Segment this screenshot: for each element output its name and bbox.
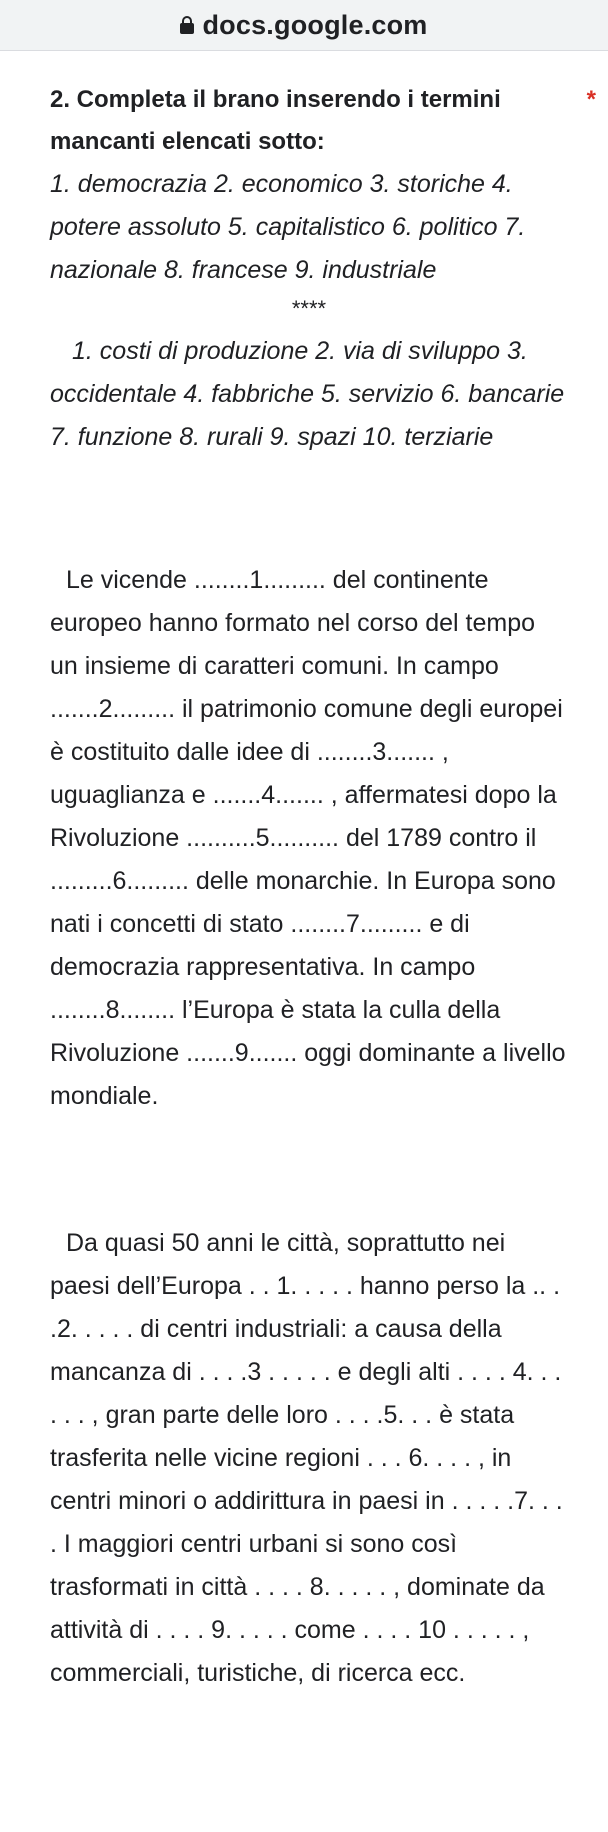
- question-title: [50, 79, 596, 163]
- url-text[interactable]: docs.google.com: [202, 9, 428, 40]
- terms-list-1: 1. democrazia 2. economico 3. storiche 4. potere assoluto 5. capitalistico 6. politico 7. nazionale 8. francese 9. industriale: [50, 170, 526, 284]
- spacer: [50, 459, 568, 559]
- question-title-text: 2. Completa il brano inserendo i termini mancanti elencati sotto:: [50, 86, 501, 155]
- paragraph-1: Le vicende ........1......... del continente europeo hanno formato nel corso del tempo un insieme di caratteri comuni. In campo .......2......... il patrimonio comune degli europei è costituito dalle idee di ........3....... , uguaglianza e .......4....... , affermatesi dopo la Rivoluzione ..........5.......... del 1789 contro il .........6......... delle monarchie. In Europa sono nati i concetti di stato ........7......... e di democrazia rappresentativa. In campo ........8........ l’Europa è stata la culla della Rivoluzione .......9....... oggi dominante a livello mondiale.: [50, 566, 566, 1110]
- lock-icon: [180, 16, 194, 34]
- spacer: [50, 1118, 568, 1222]
- required-marker: *: [586, 86, 596, 113]
- separator: ****: [291, 296, 327, 321]
- terms-list-2: 1. costi di produzione 2. via di sviluppo 3. occidentale 4. fabbriche 5. servizio 6. bancarie 7. funzione 8. rurali 9. spazi 10. terziarie: [50, 337, 565, 451]
- form-question-card: [0, 51, 608, 1695]
- browser-url-bar[interactable]: [0, 0, 608, 51]
- paragraph-2: Da quasi 50 anni le città, soprattutto nei paesi dell’Europa . . 1. . . . . hanno perso la .. . .2. . . . . di centri industriali: a causa della mancanza di . . . .3 . . . . . e degli alti . . . . 4. . . . . . , gran parte delle loro . . . .5. . . è stata trasferita nelle vicine regioni . . . 6. . . . , in centri minori o addirittura in paesi in . . . . .7. . . . I maggiori centri urbani si sono così trasformati in città . . . . 8. . . . . , dominate da attività di . . . . 9. . . . . come . . . . 10 . . . . . , commerciali, turistiche, di ricerca ecc.: [50, 1229, 563, 1687]
